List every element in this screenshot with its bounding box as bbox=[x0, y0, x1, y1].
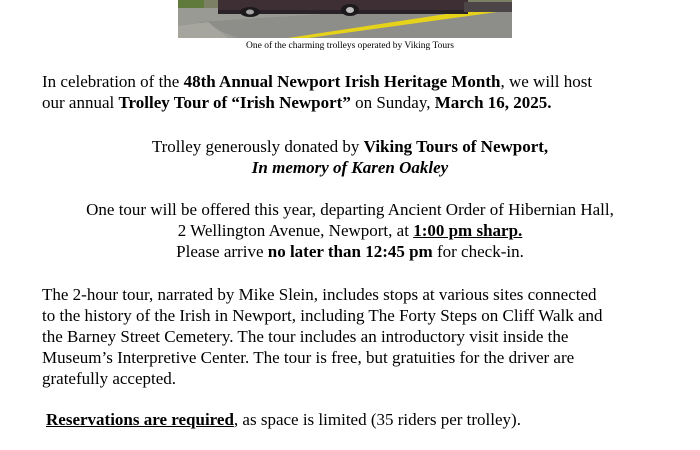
tour-line-2: 2 Wellington Avenue, Newport, at 1:00 pm sharp. bbox=[177, 221, 523, 240]
details-line: Museum’s Interpretive Center. The tour is free, but gratuities for the driver are bbox=[42, 348, 575, 367]
intro-line-1: In celebration of the 48th Annual Newport Irish Heritage Month, we will host bbox=[42, 72, 593, 91]
details-line: gratefully accepted. bbox=[42, 369, 177, 388]
trolley-photo bbox=[178, 0, 512, 38]
memorial-line: In memory of Karen Oakley bbox=[251, 158, 449, 177]
details-line: The 2-hour tour, narrated by Mike Slein, includes stops at various sites connected bbox=[42, 285, 597, 304]
details-line: to the history of the Irish in Newport, including The Forty Steps on Cliff Walk and bbox=[42, 306, 603, 325]
tour-line-3: Please arrive no later than 12:45 pm for check-in. bbox=[176, 242, 524, 261]
reservations-line: Reservations are required, as space is limited (35 riders per trolley). bbox=[46, 410, 521, 429]
tour-line-1: One tour will be offered this year, departing Ancient Order of Hibernian Hall, bbox=[86, 200, 614, 219]
donation-line: Trolley generously donated by Viking Tours of Newport, bbox=[151, 137, 549, 156]
photo-caption: One of the charming trolleys operated by Viking Tours bbox=[246, 41, 454, 51]
intro-line-2: our annual Trolley Tour of “Irish Newport” on Sunday, March 16, 2025. bbox=[42, 93, 552, 112]
details-line: the Barney Street Cemetery. The tour includes an introductory visit inside the bbox=[42, 327, 569, 346]
